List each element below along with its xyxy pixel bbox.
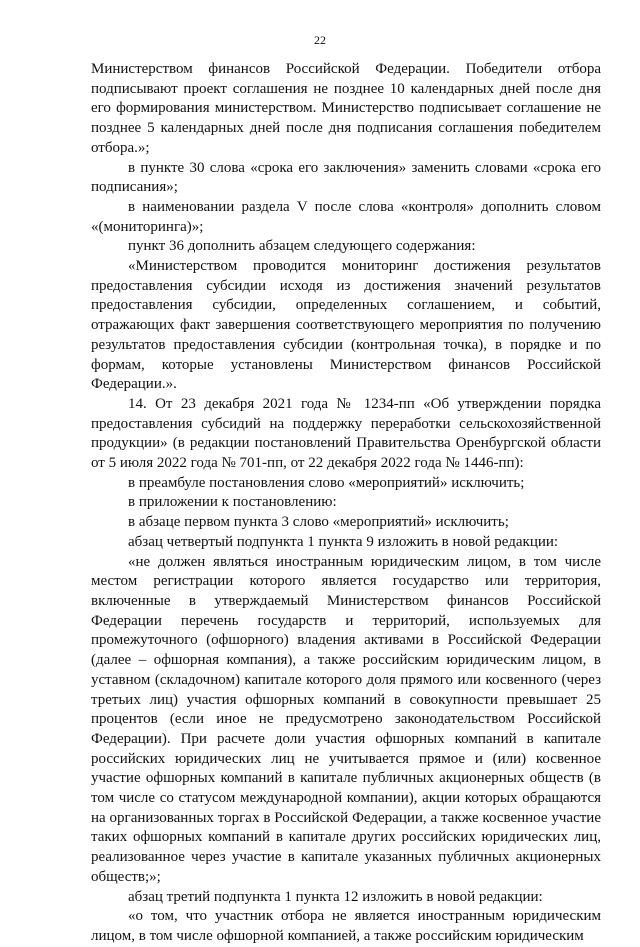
paragraph: в приложении к постановлению:: [128, 494, 337, 511]
paragraph: «о том, что участник отбора не является иностранным юридическим лицом, в том числе офшорной компанией, а также российским юридическим: [91, 908, 601, 944]
page-number: 22: [314, 33, 326, 47]
paragraph: «Министерством проводится мониторинг достижения результатов предоставления субсидии исходя из достижения значений результатов предоставления субсидии, определенных соглашением, и событий, отражающих факт завершения соответствующего мероприятия по получению результатов предоставления субсидии (контрольная точка), в порядке и по формам, которые установлены Министерством финансов Российской Федерации.».: [91, 258, 601, 393]
paragraph: в пункте 30 слова «срока его заключения» заменить словами «срока его подписания»;: [91, 159, 601, 196]
paragraph: в преамбуле постановления слово «мероприятий» исключить;: [128, 474, 525, 491]
paragraph: «не должен являться иностранным юридическим лицом, в том числе местом регистрации которого является государство или территория, включенные в утверждаемый Министерством финансов Российской Федерации перечень государств и территорий, используемых для промежуточного (офшорного) владения активами в Российской Федерации (далее – офшорная компания), а также российским юридическим лицом, в уставном (складочном) капитале которого доля прямого или косвенного (через третьих лиц) участия офшорных компаний в совокупности превышает 25 процентов (если иное не предусмотрено законодательством Российской Федерации). При расчете доли участия офшорных компаний в капитале российских юридических лиц не учитывается прямое и (или) косвенное участие офшорных компаний в капитале публичных акционерных обществ (в том числе со статусом международной компании), акции которых обращаются на организованных торгах в Российской Федерации, а также косвенное участие таких офшорных компаний в капитале других российских юридических лиц, реализованное через участие в капитале указанных публичных акционерных обществ;»;: [91, 553, 601, 885]
paragraph: абзац четвертый подпункта 1 пункта 9 изложить в новой редакции:: [128, 533, 559, 550]
paragraph: 14. От 23 декабря 2021 года № 1234-пп «Об утверждении порядка предоставления субсидий на поддержку переработки сельскохозяйственной продукции» (в редакции постановлений Правительства Оренбургской области от 5 июля 2022 года № 701-пп, от 22 декабря 2022 года № 1446-пп):: [91, 395, 601, 472]
document-body: [91, 60, 601, 947]
paragraph: в наименовании раздела V после слова «контроля» дополнить словом «(мониторинга)»;: [91, 198, 601, 235]
paragraph: абзац третий подпункта 1 пункта 12 изложить в новой редакции:: [128, 888, 543, 905]
paragraph: пункт 36 дополнить абзацем следующего содержания:: [128, 238, 476, 255]
paragraph: в абзаце первом пункта 3 слово «мероприятий» исключить;: [128, 514, 509, 531]
paragraph: Министерством финансов Российской Федерации. Победители отбора подписывают проект соглашения не позднее 10 календарных дней после дня его формирования министерством. Министерство подписывает соглашение не позднее 5 календарных дней после дня подписания соглашения победителем отбора.»;: [91, 61, 601, 156]
